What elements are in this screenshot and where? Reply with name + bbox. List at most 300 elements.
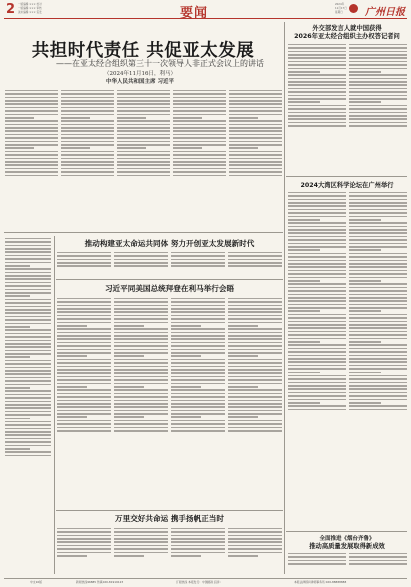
text-line [349, 112, 407, 114]
text-line [228, 259, 282, 261]
text-line [288, 44, 346, 46]
text-line [57, 403, 111, 405]
text-line [349, 365, 407, 367]
text-line [288, 125, 346, 127]
text-line [5, 265, 30, 267]
text-line [117, 120, 170, 122]
text-line [57, 555, 87, 557]
lead-text-col-5 [229, 88, 282, 228]
divider [286, 176, 407, 177]
text-line [349, 232, 407, 234]
text-line [288, 263, 346, 265]
article-2-col-4 [228, 296, 282, 508]
text-line [5, 309, 51, 311]
text-line [5, 421, 51, 423]
text-line [229, 127, 282, 129]
side-top-col-1 [288, 42, 346, 174]
text-line [171, 369, 225, 371]
text-line [114, 389, 168, 391]
text-line [288, 358, 346, 360]
text-line [349, 61, 407, 63]
text-line [114, 332, 168, 334]
text-line [171, 252, 225, 254]
text-line [5, 353, 51, 355]
text-line [349, 91, 407, 93]
text-line [288, 351, 346, 353]
text-line [57, 393, 111, 395]
text-line [117, 161, 170, 163]
text-line [5, 147, 34, 149]
text-line [114, 342, 168, 344]
text-line [349, 307, 407, 309]
text-line [228, 535, 282, 537]
text-line [117, 110, 170, 112]
text-line [171, 528, 225, 530]
text-line [57, 420, 111, 422]
side-bottom-title-1: 全面推进《烟台齐鲁》 [319, 536, 375, 542]
text-line [171, 383, 225, 385]
text-line [228, 318, 282, 320]
text-line [288, 341, 320, 343]
text-line [57, 535, 111, 537]
text-line [114, 372, 168, 374]
text-line [228, 265, 282, 267]
text-line [57, 315, 111, 317]
text-line [288, 112, 346, 114]
divider [56, 510, 283, 511]
left-info-1: 一版编辑 ××× 校对 [18, 3, 42, 6]
text-line [349, 372, 381, 374]
text-line [288, 270, 346, 272]
text-line [57, 528, 111, 530]
text-line [171, 538, 225, 540]
text-line [228, 552, 282, 554]
text-line [349, 327, 407, 329]
text-line [349, 351, 407, 353]
text-line [288, 202, 346, 204]
text-line [57, 383, 111, 385]
text-line [228, 345, 282, 347]
text-line [114, 352, 168, 354]
text-line [288, 232, 346, 234]
text-line [5, 401, 51, 403]
text-line [5, 272, 51, 274]
text-line [171, 416, 201, 418]
text-line [349, 277, 407, 279]
text-line [57, 538, 111, 540]
text-line [171, 342, 225, 344]
lead-byline: 中华人民共和国主席 习近平 [106, 79, 174, 85]
text-line [114, 406, 168, 408]
text-line [114, 318, 168, 320]
text-line [5, 299, 51, 301]
text-line [5, 262, 51, 264]
text-line [288, 78, 346, 80]
text-line [117, 151, 170, 153]
text-line [5, 333, 51, 335]
text-line [61, 137, 114, 139]
text-line [57, 335, 111, 337]
text-line [5, 127, 58, 129]
text-line [114, 379, 168, 381]
text-line [57, 372, 111, 374]
text-line [114, 345, 168, 347]
text-line [5, 124, 58, 126]
text-line [288, 209, 346, 211]
text-line [349, 81, 407, 83]
text-line [5, 407, 51, 409]
text-line [171, 423, 225, 425]
text-line [61, 130, 114, 132]
text-line [228, 262, 282, 264]
text-line [228, 342, 282, 344]
text-line [349, 395, 407, 397]
text-line [288, 314, 346, 316]
text-line [349, 199, 407, 201]
text-line [349, 88, 407, 90]
text-line [61, 127, 114, 129]
text-line [229, 134, 282, 136]
footer-item-2: 新闻热线96885 传真020-81919123 [76, 580, 124, 584]
text-line [61, 90, 114, 92]
text-line [288, 307, 346, 309]
text-line [229, 137, 282, 139]
text-line [114, 315, 168, 317]
text-line [57, 531, 111, 533]
text-line [114, 301, 168, 303]
text-line [171, 393, 225, 395]
text-line [229, 90, 282, 92]
text-line [114, 420, 168, 422]
text-line [228, 396, 282, 398]
text-line [349, 283, 407, 285]
text-line [349, 355, 407, 357]
text-line [229, 130, 282, 132]
text-line [349, 304, 407, 306]
article-2-title: 习近平同美国总统拜登在利马举行会晤 [104, 284, 235, 293]
side-top-col-2 [349, 42, 407, 174]
text-line [349, 378, 407, 380]
text-line [171, 335, 225, 337]
text-line [57, 416, 87, 418]
text-line [171, 298, 225, 300]
text-line [61, 110, 114, 112]
text-line [173, 124, 226, 126]
left-narrow-col [5, 236, 51, 574]
text-line [171, 255, 225, 257]
text-line [61, 120, 114, 122]
text-line [349, 344, 407, 346]
text-line [5, 258, 51, 260]
text-line [117, 130, 170, 132]
text-line [171, 552, 225, 554]
footer-item-1: 中文10版 [30, 580, 42, 584]
text-line [171, 541, 225, 543]
text-line [117, 158, 170, 160]
text-line [5, 414, 51, 416]
footer-item-3: 订阅热线 本报发行：中国邮政 投诉： [176, 580, 223, 584]
text-line [117, 127, 170, 129]
text-line [114, 552, 168, 554]
text-line [228, 379, 282, 381]
text-line [57, 305, 111, 307]
text-line [349, 556, 407, 558]
text-line [5, 158, 58, 160]
text-line [349, 294, 407, 296]
text-line [228, 528, 282, 530]
text-line [57, 386, 87, 388]
text-line [349, 115, 407, 117]
text-line [288, 95, 346, 97]
newspaper-logo: 广州日报 [365, 7, 405, 18]
left-info-3: 美术编辑 ××× 签发 [18, 11, 42, 14]
text-line [349, 405, 407, 407]
text-line [228, 315, 282, 317]
text-line [288, 372, 320, 374]
text-line [288, 74, 346, 76]
text-line [114, 305, 168, 307]
text-line [171, 366, 225, 368]
text-line [5, 448, 30, 450]
text-line [57, 259, 111, 261]
text-line [5, 418, 30, 420]
text-line [57, 369, 111, 371]
text-line [61, 117, 90, 119]
text-line [349, 409, 407, 411]
text-line [288, 368, 346, 370]
text-line [5, 363, 51, 365]
text-line [349, 266, 407, 268]
side-top-title-2: 2026年亚太经合组织主办权答记者问 [294, 33, 400, 40]
text-line [5, 103, 58, 105]
text-line [349, 290, 407, 292]
text-line [173, 161, 226, 163]
text-line [114, 298, 168, 300]
text-line [173, 93, 226, 95]
text-line [349, 260, 407, 262]
text-line [114, 413, 168, 415]
text-line [57, 389, 111, 391]
text-line [117, 154, 170, 156]
text-line [288, 327, 346, 329]
lead-headline: 共担时代责任 共促亚太发展 [31, 41, 255, 61]
text-line [349, 212, 407, 214]
text-line [288, 68, 346, 70]
text-line [288, 338, 346, 340]
text-line [5, 285, 51, 287]
text-line [288, 382, 346, 384]
text-line [5, 346, 51, 348]
text-line [288, 246, 346, 248]
text-line [61, 168, 114, 170]
text-line [288, 88, 346, 90]
date-weekday: 星期日 [335, 11, 343, 14]
text-line [61, 154, 114, 156]
text-line [117, 147, 146, 149]
text-line [228, 386, 258, 388]
text-line [349, 236, 407, 238]
text-line [349, 560, 407, 562]
text-line [117, 107, 170, 109]
text-line [288, 385, 346, 387]
text-line [5, 282, 51, 284]
text-line [5, 397, 51, 399]
text-line [228, 430, 282, 432]
text-line [171, 406, 225, 408]
text-line [5, 411, 51, 413]
text-line [57, 311, 111, 313]
text-line [171, 259, 225, 261]
text-line [5, 336, 51, 338]
text-line [288, 253, 346, 255]
text-line [117, 93, 170, 95]
text-line [349, 205, 407, 207]
text-line [229, 110, 282, 112]
text-line [288, 321, 346, 323]
text-line [173, 154, 226, 156]
text-line [349, 348, 407, 350]
text-line [228, 383, 282, 385]
text-line [349, 341, 381, 343]
date-day: 11月17日 [335, 7, 347, 10]
text-line [114, 545, 168, 547]
text-line [349, 358, 407, 360]
text-line [229, 144, 282, 146]
text-line [61, 171, 114, 173]
masthead [4, 2, 407, 19]
text-line [5, 302, 51, 304]
text-line [61, 164, 114, 166]
text-line [228, 369, 282, 371]
text-line [114, 400, 168, 402]
side-mid-col-1 [288, 190, 346, 530]
text-line [5, 390, 51, 392]
text-line [288, 81, 346, 83]
text-line [114, 541, 168, 543]
text-line [228, 335, 282, 337]
text-line [229, 164, 282, 166]
text-line [349, 249, 381, 251]
text-line [228, 301, 282, 303]
text-line [228, 338, 282, 340]
text-line [229, 100, 282, 102]
text-line [5, 431, 51, 433]
text-line [288, 344, 346, 346]
text-line [5, 377, 51, 379]
left-info-2: 一版编辑 ××× 审核 [18, 7, 42, 10]
text-line [228, 410, 282, 412]
text-line [288, 91, 346, 93]
text-line [173, 100, 226, 102]
text-line [61, 124, 114, 126]
text-line [5, 404, 51, 406]
text-line [5, 373, 51, 375]
text-line [61, 93, 114, 95]
text-line [171, 305, 225, 307]
text-line [117, 114, 170, 116]
text-line [5, 326, 30, 328]
text-line [57, 298, 111, 300]
text-line [171, 555, 201, 557]
text-line [228, 400, 282, 402]
text-line [57, 252, 111, 254]
text-line [57, 400, 111, 402]
text-line [5, 171, 58, 173]
text-line [171, 403, 225, 405]
text-line [5, 323, 51, 325]
text-line [57, 255, 111, 257]
text-line [288, 51, 346, 53]
text-line [288, 229, 346, 231]
text-line [5, 97, 58, 99]
text-line [5, 295, 30, 297]
text-line [114, 308, 168, 310]
text-line [57, 376, 111, 378]
text-line [114, 410, 168, 412]
text-line [171, 389, 225, 391]
text-line [5, 141, 58, 143]
text-line [228, 545, 282, 547]
text-line [288, 348, 346, 350]
text-line [173, 117, 202, 119]
text-line [349, 51, 407, 53]
text-line [57, 352, 111, 354]
text-line [171, 322, 225, 324]
text-line [5, 164, 58, 166]
text-line [57, 423, 111, 425]
article-3-col-2 [114, 526, 168, 576]
text-line [288, 239, 346, 241]
text-line [229, 175, 282, 177]
text-line [349, 209, 407, 211]
text-line [57, 545, 111, 547]
text-line [288, 297, 346, 299]
text-line [114, 555, 144, 557]
page-number: 2 [6, 2, 16, 17]
text-line [349, 64, 407, 66]
text-line [114, 403, 168, 405]
article-2-col-2 [114, 296, 168, 508]
text-line [228, 352, 282, 354]
text-line [349, 101, 381, 103]
text-line [288, 409, 346, 411]
text-line [288, 331, 346, 333]
logo-emblem-icon [349, 4, 358, 13]
text-line [288, 57, 346, 59]
text-line [114, 338, 168, 340]
text-line [288, 195, 346, 197]
text-line [5, 387, 30, 389]
text-line [288, 71, 320, 73]
text-line [173, 141, 226, 143]
text-line [349, 57, 407, 59]
text-line [57, 262, 111, 264]
text-line [5, 451, 51, 453]
text-line [117, 137, 170, 139]
text-line [288, 392, 346, 394]
text-line [349, 338, 407, 340]
text-line [229, 147, 258, 149]
text-line [171, 376, 225, 378]
text-line [171, 349, 225, 351]
text-line [349, 125, 407, 127]
text-line [171, 315, 225, 317]
text-line [229, 107, 282, 109]
text-line [173, 107, 226, 109]
text-line [288, 212, 346, 214]
text-line [114, 423, 168, 425]
text-line [173, 130, 226, 132]
